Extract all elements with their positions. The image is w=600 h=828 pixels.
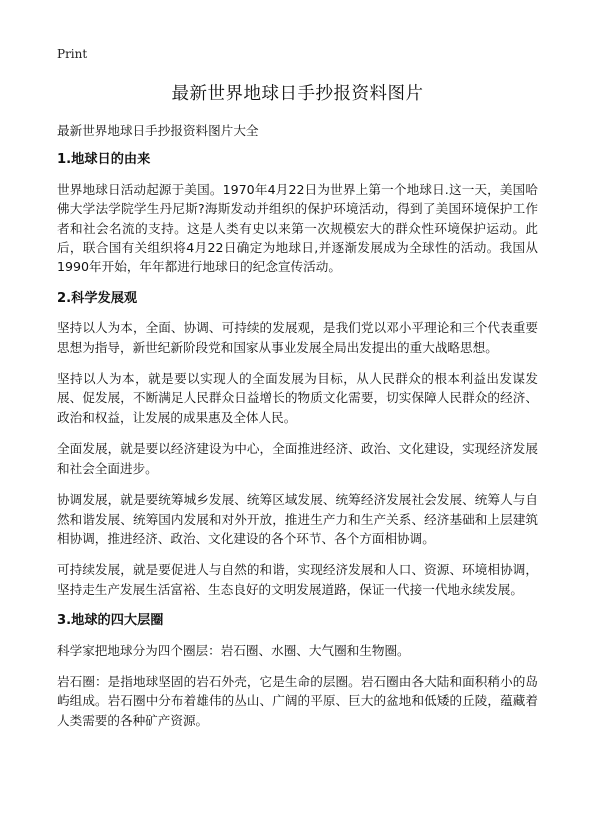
paragraph: 协调发展，就是要统筹城乡发展、统筹区域发展、统筹经济发展社会发展、统筹人与自然和谐发展、统筹国内发展和对外开放，推进生产力和生产关系、经济基础和上层建筑相协调，推进经济、政治、文化建设的各个环节、各个方面相协调。: [57, 492, 538, 546]
print-link[interactable]: Print: [57, 47, 88, 61]
paragraph: 可持续发展，就是要促进人与自然的和谐，实现经济发展和人口、资源、环境相协调，坚持走生产发展生活富裕、生态良好的文明发展道路，保证一代接一代地永续发展。: [57, 562, 538, 597]
paragraph: 坚持以人为本，全面、协调、可持续的发展观，是我们党以邓小平理论和三个代表重要思想为指导，新世纪新阶段党和国家从事业发展全局出发提出的重大战略思想。: [57, 320, 538, 355]
paragraph: 世界地球日活动起源于美国。1970年4月22日为世界上第一个地球日.这一天，美国哈佛大学法学院学生丹尼斯?海斯发动并组织的保护环境活动，得到了美国环境保护工作者和社会名流的支持。这是人类有史以来第一次规模宏大的群众性环境保护运动。此后，联合国有关组织将4月22日确定为地球日,并逐渐发展成为全球性的活动。我国从1990年开始，年年都进行地球日的纪念宣传活动。: [57, 181, 538, 275]
section-heading: 1.地球日的由来: [57, 152, 151, 168]
section-scientific-development: [57, 289, 538, 599]
document-body: [57, 121, 538, 742]
section-heading: 3.地球的四大层圈: [57, 613, 164, 629]
section-heading: 2.科学发展观: [57, 290, 138, 306]
paragraph: 科学家把地球分为四个圈层：岩石圈、水圈、大气圈和生物圈。: [57, 642, 410, 658]
section-four-spheres: [57, 611, 538, 730]
paragraph: 岩石圈：是指地球坚固的岩石外壳，它是生命的层圈。岩石圈由各大陆和面积稍小的岛屿组成。岩石圈中分布着雄伟的丛山、广阔的平原、巨大的盆地和低矮的丘陵，蕴藏着人类需要的各种矿产资源。: [57, 673, 538, 728]
document-subtitle: 最新世界地球日手抄报资料图片大全: [57, 123, 259, 138]
paragraph: 坚持以人为本，就是要以实现人的全面发展为目标，从人民群众的根本利益出发谋发展、促发展，不断满足人民群众日益增长的物质文化需要，切实保障人民群众的经济、政治和权益，让发展的成果惠及全体人民。: [57, 371, 538, 425]
page-title: 最新世界地球日手抄报资料图片: [171, 84, 424, 104]
section-earth-day-origin: [57, 150, 538, 276]
paragraph: 全面发展，就是要以经济建设为中心，全面推进经济、政治、文化建设，实现经济发展和社会全面进步。: [57, 441, 538, 476]
